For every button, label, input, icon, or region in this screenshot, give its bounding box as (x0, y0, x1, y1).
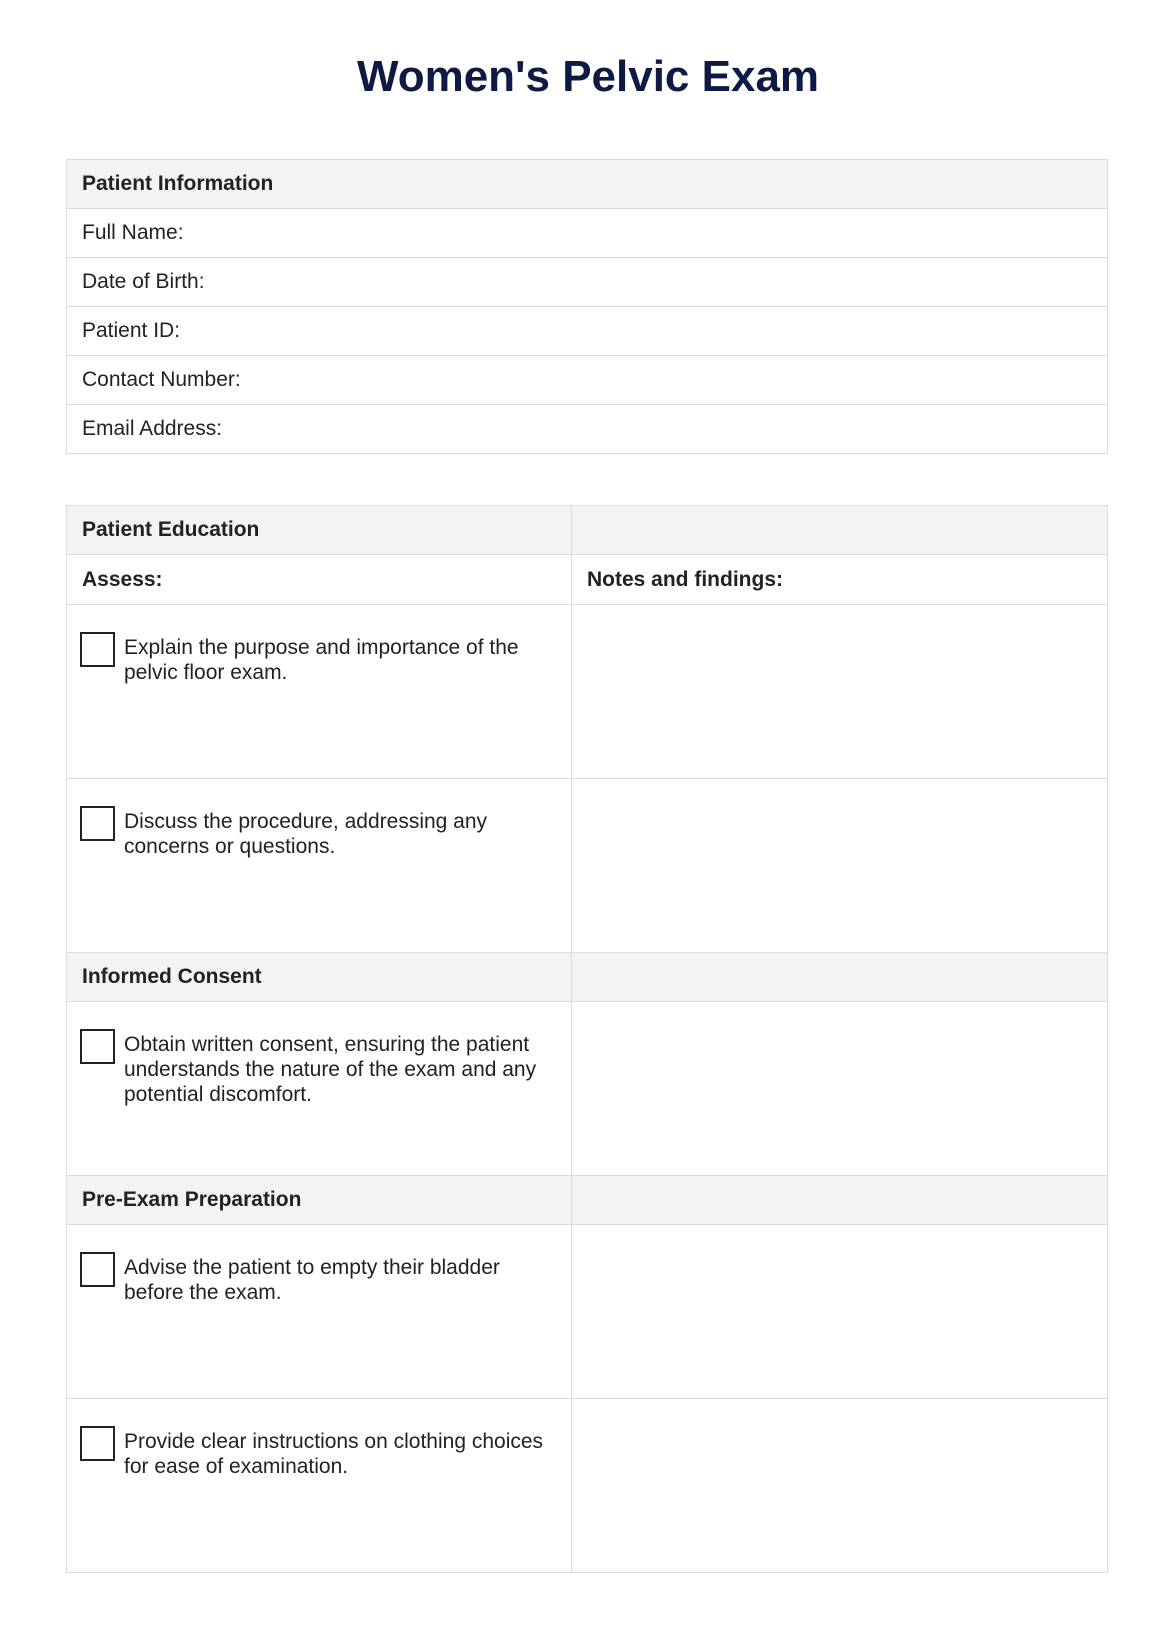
section-header-patient-education: Patient Education (67, 506, 572, 555)
checklist-item-text: Obtain written consent, ensuring the patient understands the nature of the exam and any potential discomfort. (124, 1033, 537, 1106)
notes-cell[interactable] (572, 1399, 1108, 1573)
date-of-birth-field[interactable]: Date of Birth: (67, 258, 1108, 307)
patient-information-header: Patient Information (67, 160, 1108, 209)
notes-cell[interactable] (572, 779, 1108, 953)
notes-label: Notes and findings: (572, 555, 1108, 605)
section-header-blank (572, 1176, 1108, 1225)
full-name-field[interactable]: Full Name: (67, 209, 1108, 258)
checklist-row (67, 1002, 1108, 1176)
section-header-informed-consent: Informed Consent (67, 953, 572, 1002)
checklist-row (67, 1225, 1108, 1399)
patient-information-table (66, 159, 1108, 454)
checklist-row (67, 605, 1108, 779)
checkbox[interactable] (80, 806, 115, 841)
notes-cell[interactable] (572, 1002, 1108, 1176)
assess-label: Assess: (67, 555, 572, 605)
checklist-item-text: Provide clear instructions on clothing choices for ease of examination. (124, 1430, 544, 1478)
checkbox[interactable] (80, 1426, 115, 1461)
checklist-row (67, 1399, 1108, 1573)
notes-cell[interactable] (572, 1225, 1108, 1399)
checklist-row (67, 779, 1108, 953)
section-header-pre-exam-preparation: Pre-Exam Preparation (67, 1176, 572, 1225)
section-header-blank (572, 506, 1108, 555)
page-title: Women's Pelvic Exam (356, 52, 820, 101)
contact-number-field[interactable]: Contact Number: (67, 356, 1108, 405)
checkbox[interactable] (80, 632, 115, 667)
checkbox[interactable] (80, 1252, 115, 1287)
checklist-item-text: Advise the patient to empty their bladder before the exam. (124, 1256, 500, 1304)
checklist-item-text: Discuss the procedure, addressing any concerns or questions. (124, 810, 488, 858)
section-header-blank (572, 953, 1108, 1002)
checkbox[interactable] (80, 1029, 115, 1064)
checklist-table (66, 505, 1108, 1573)
patient-id-field[interactable]: Patient ID: (67, 307, 1108, 356)
checklist-item-text: Explain the purpose and importance of the pelvic floor exam. (124, 636, 519, 684)
notes-cell[interactable] (572, 605, 1108, 779)
email-address-field[interactable]: Email Address: (67, 405, 1108, 454)
